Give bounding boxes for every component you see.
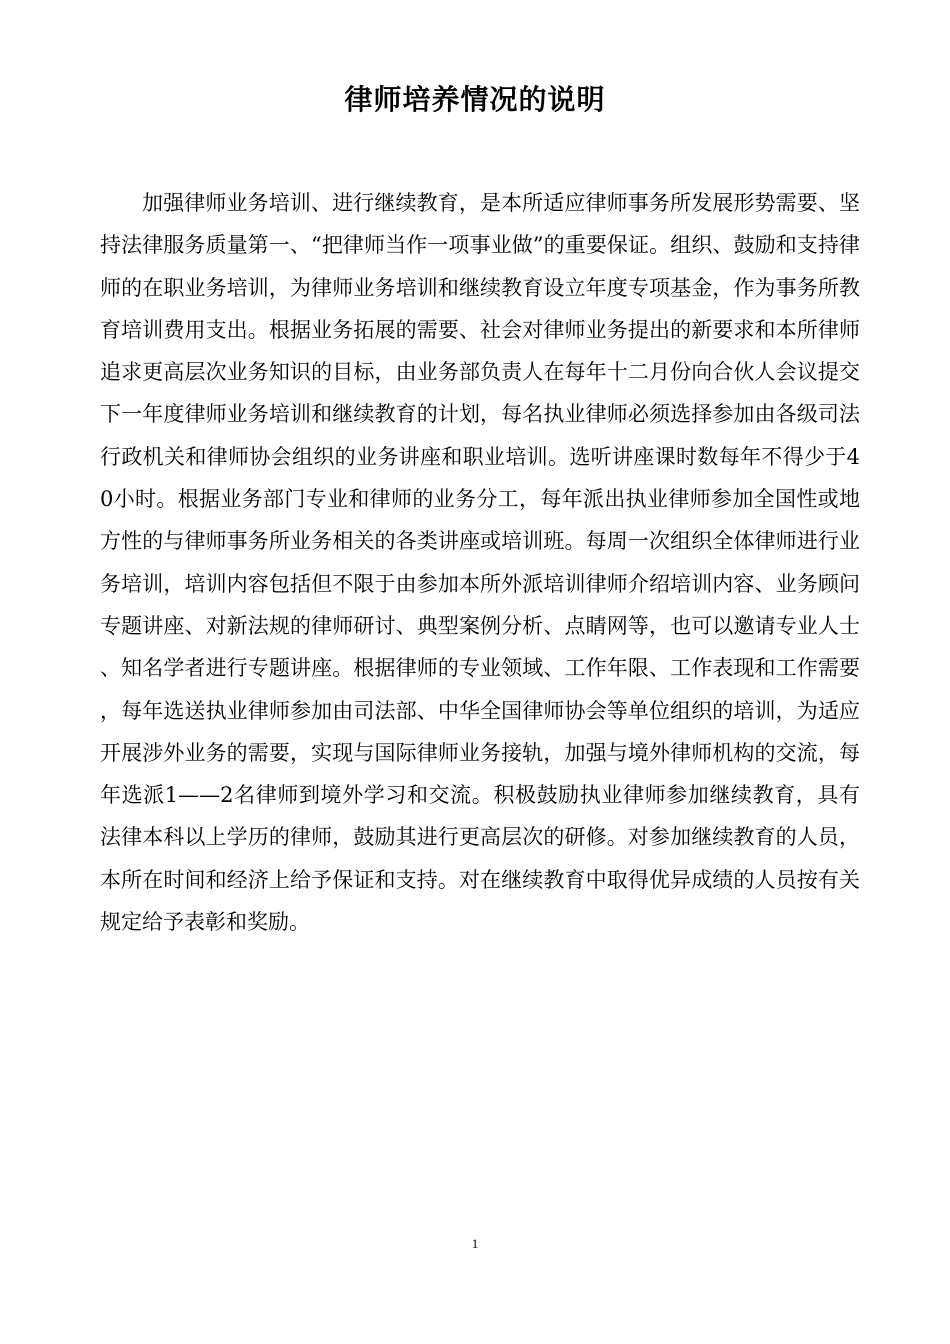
body-paragraph: 加强律师业务培训、进行继续教育，是本所适应律师事务所发展形势需要、坚持法律服务质量第一、“把律师当作一项事业做”的重要保证。组织、鼓励和支持律师的在职业务培训，为律师业务培训和继续教育设立年度专项基金，作为事务所教育培训费用支出。根据业务拓展的需要、社会对律师业务提出的新要求和本所律师追求更高层次业务知识的目标，由业务部负责人在每年十二月份向合伙人会议提交下一年度律师业务培训和继续教育的计划，每名执业律师必须选择参加由各级司法行政机关和律师协会组织的业务讲座和职业培训。选听讲座课时数每年不得少于40小时。根据业务部门专业和律师的业务分工，每年派出执业律师参加全国性或地方性的与律师事务所业务相关的各类讲座或培训班。每周一次组织全体律师进行业务培训，培训内容包括但不限于由参加本所外派培训律师介绍培训内容、业务顾问专题讲座、对新法规的律师研讨、典型案例分析、点睛网等，也可以邀请专业人士、知名学者进行专题讲座。根据律师的专业领域、工作年限、工作表现和工作需要，每年选送执业律师参加由司法部、中华全国律师协会等单位组织的培训，为适应开展涉外业务的需要，实现与国际律师业务接轨，加强与境外律师机构的交流，每年选派1——2名律师到境外学习和交流。积极鼓励执业律师参加继续教育，具有法律本科以上学历的律师，鼓励其进行更高层次的研修。对参加继续教育的人员，本所在时间和经济上给予保证和支持。对在继续教育中取得优异成绩的人员按有关规定给予表彰和奖励。	[100, 191, 860, 935]
page-number: 1	[471, 1236, 479, 1251]
document-title: 律师培养情况的说明	[344, 83, 606, 116]
